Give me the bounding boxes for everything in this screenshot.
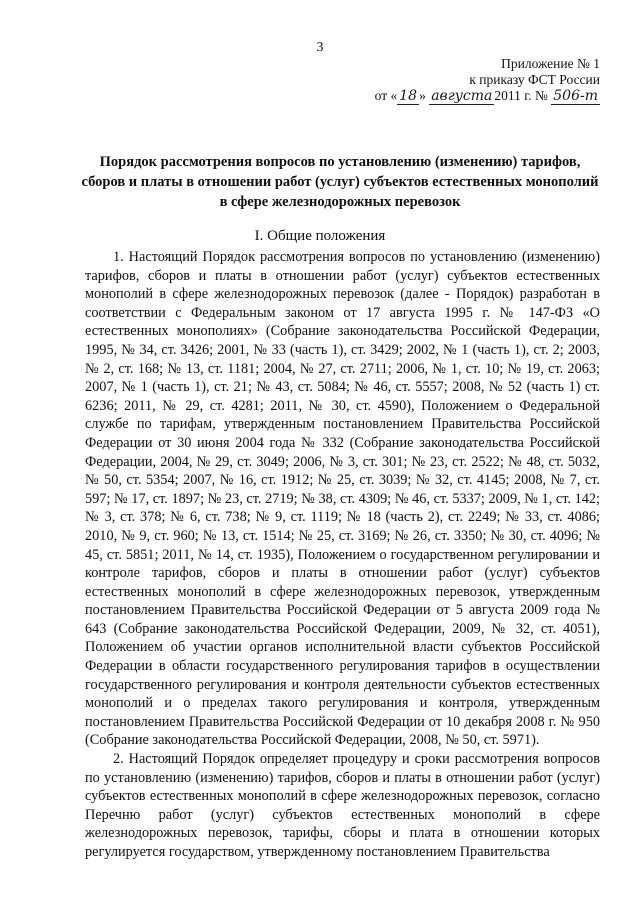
handwritten-order-number: 506-т xyxy=(553,88,598,104)
date-year: 2011 г. № xyxy=(494,88,552,103)
paragraph-1: 1. Настоящий Порядок рассмотрения вопросов по установлению (изменению) тарифов, сборов и платы в отношении работ (услуг) субъектов естественных монополий в сфере железнодорожных перевозок (далее - Порядок) разработан в соответствии с Федеральным законом от 17 августа 1995 г. № 147-ФЗ «О естественных монополиях» (Собрание законодательства Российской Федерации, 1995, № 34, ст. 3426; 2001, № 33 (часть 1), ст. 3429; 2002, № 1 (часть 1), ст. 2; 2003, № 2, ст. 168; № 13, ст. 1181; 2004, № 27, ст. 2711; 2006, № 1, ст. 10; № 19, ст. 2063; 2007, № 1 (часть 1), ст. 21; № 43, ст. 5084; № 46, ст. 5557; 2008, № 52 (часть 1) ст. 6236; 2011, № 29, ст. 4281; 2011, № 30, ст. 4590), Положением о Федеральной службе по тарифам, утвержденным постановлением Правительства Российской Федерации от 30 июня 2004 года № 332 (Собрание законодательства Российской Федерации, 2004, № 29, ст. 3049; 2006, № 3, ст. 301; № 23, ст. 2522; № 48, ст. 5032, № 50, ст. 5354; 2007, № 16, ст. 1912; № 25, ст. 3039; № 32, ст. 4145; 2008, № 7, ст. 597; № 17, ст. 1897; № 23, ст. 2719; № 38, ст. 4309; № 46, ст. 5337; 2009, № 1, ст. 142; № 3, ст. 378; № 6, ст. 738; № 9, ст. 1119; № 18 (часть 2), ст. 2249; № 33, ст. 4086; 2010, № 9, ст. 960; № 13, ст. 1514; № 25, ст. 3169; № 26, ст. 3350; № 30, ст. 4096; № 45, ст. 5851; 2011, № 14, ст. 1935), Положением о государственном регулировании и контроле тарифов, сборов и платы в отношении работ (услуг) субъектов естественных монополий в сфере железнодорожных перевозок, утвержденным постановлением Правительства Российской Федерации от 5 августа 2009 года № 643 (Собрание законодательства Российской Федерации, 2009, № 32, ст. 4051), Положением об участии органов исполнительной власти субъектов Российской Федерации в области государственного регулирования тарифов в осуществлении государственного регулирования и контроля деятельности субъектов естественных монополий и о пределах такого регулирования и контроля, утвержденным постановлением Правительства Российской Федерации от 10 декабря 2008 г. № 950 (Собрание законодательства Российской Федерации, 2008, № 50, ст. 5971). xyxy=(85,249,600,749)
body-text xyxy=(85,248,600,862)
appendix-header xyxy=(300,56,600,104)
section-heading: I. Общие положения xyxy=(254,228,386,244)
appendix-line-2: к приказу ФСТ России xyxy=(469,72,600,87)
appendix-line-1: Приложение № 1 xyxy=(501,56,600,71)
document-title: Порядок рассмотрения вопросов по установлению (изменению) тарифов, сборов и платы в отношении работ (услуг) субъектов естественных монополий в сфере железнодорожных перевозок xyxy=(81,154,599,210)
date-prefix: от « xyxy=(374,88,398,103)
paragraph-2: 2. Настоящий Порядок определяет процедуру и сроки рассмотрения вопросов по установлению (изменению) тарифов, сборов и платы в отношении работ (услуг) субъектов естественных монополий в сфере железнодорожных перевозок, согласно Перечню работ (услуг) субъектов естественных монополий в сфере железнодорожных перевозок, тарифы, сборы и плата в отношении которых регулируется государством, утвержденному постановлением Правительства xyxy=(85,751,600,860)
appendix-line-3 xyxy=(300,88,600,104)
handwritten-month: августа xyxy=(431,88,493,104)
date-mid: » xyxy=(419,88,430,103)
page-number: 3 xyxy=(316,40,324,55)
handwritten-day: 18 xyxy=(399,88,418,104)
